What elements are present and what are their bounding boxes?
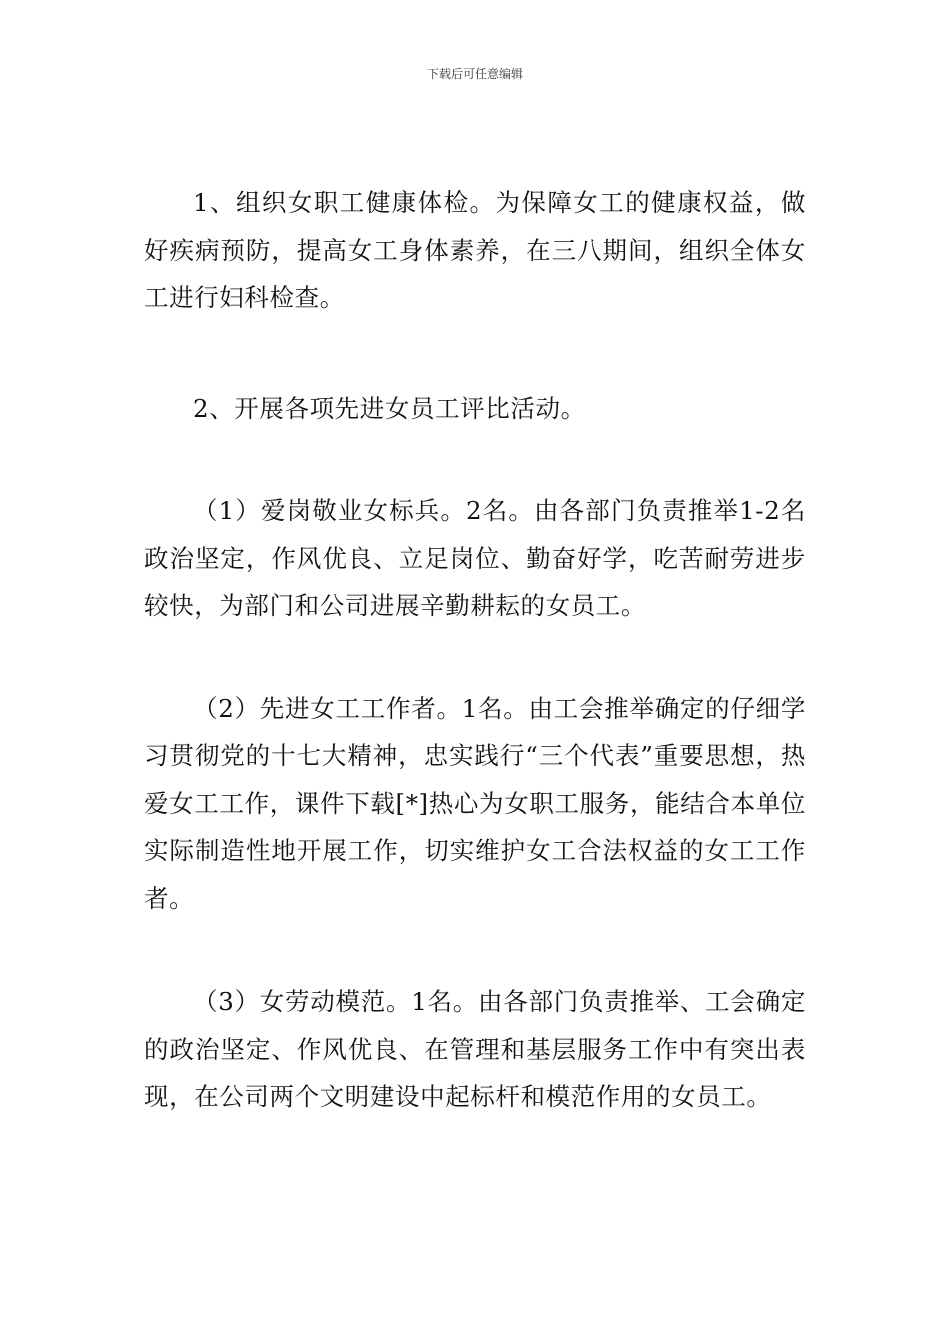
paragraph-model-worker-standard: （1）爱岗敬业女标兵。2名。由各部门负责推举1-2名政治坚定，作风优良、立足岗位、勤奋好学，吃苦耐劳进步较快，为部门和公司进展辛勤耕耘的女员工。 <box>144 496 806 620</box>
page-header: 下载后可任意编辑 <box>426 67 523 81</box>
paragraph-evaluation-heading: 2、开展各项先进女员工评比活动。 <box>193 393 586 423</box>
document-body <box>144 179 806 1121</box>
paragraph-labor-model: （3）女劳动模范。1名。由各部门负责推举、工会确定的政治坚定、作风优良、在管理和基层服务工作中有突出表现，在公司两个文明建设中起标杆和模范作用的女员工。 <box>144 987 806 1111</box>
paragraph-advanced-worker: （2）先进女工工作者。1名。由工会推举确定的仔细学习贯彻党的十七大精神，忠实践行“三个代表”重要思想，热爱女工工作，课件下载[*]热心为女职工服务，能结合本单位实际制造性地开展工作，切实维护女工合法权益的女工工作者。 <box>144 693 806 913</box>
paragraph-health-checkup: 1、组织女职工健康体检。为保障女工的健康权益，做好疾病预防，提高女工身体素养，在三八期间，组织全体女工进行妇科检查。 <box>144 188 806 312</box>
